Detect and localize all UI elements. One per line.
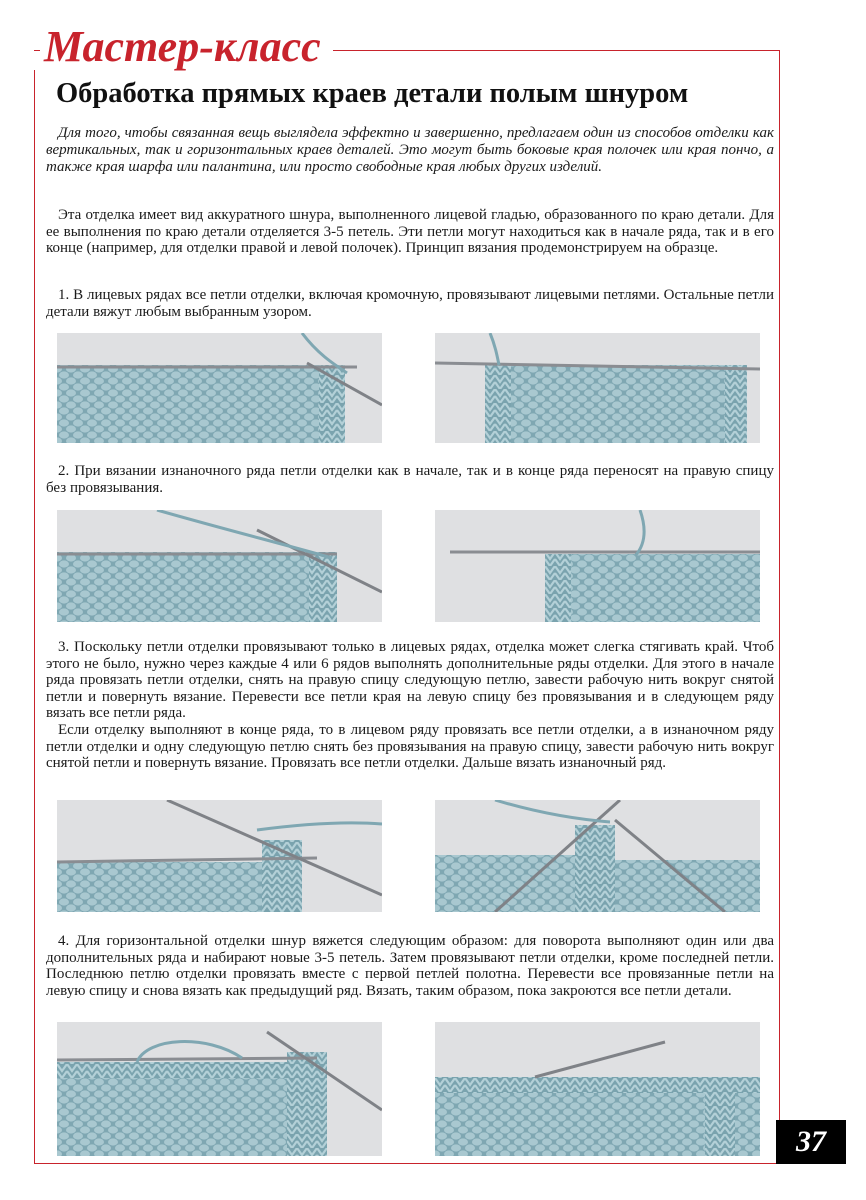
photo-step-2-right (435, 510, 760, 622)
photo-step-4-right (435, 1022, 760, 1156)
paragraph-step-3b: Если отделку выполняют в конце ряда, то в лицевом ряду провязать все петли отделки, а в изнаночном ряду петли отделки и одну следующую петлю снять без провязывания на правую спицу, завести рабочую нить вокруг снятой петли и повернуть вязание. Провязать все петли отделки. Дальше вязать изнаночный ряд. (46, 722, 774, 771)
photo-step-2-left (57, 510, 382, 622)
paragraph-step-2: 2. При вязании изнаночного ряда петли отделки как в начале, так и в конце ряда переносят на правую спицу без провязывания. (46, 463, 774, 496)
page-frame-left (34, 70, 35, 1164)
paragraph-step-1: 1. В лицевых рядах все петли отделки, включая кромочную, провязывают лицевыми петлями. Остальные петли детали вяжут любым выбранным узором. (46, 287, 774, 320)
photo-step-4-left (57, 1022, 382, 1156)
photo-step-1-left (57, 333, 382, 443)
intro-paragraph: Для того, чтобы связанная вещь выглядела эффектно и завершенно, предлагаем один из способов отделки как вертикальных, так и горизонтальных краев деталей. Это могут быть боковые края полочек или края пончо, а также края шарфа или палантина, или просто свободные края любых других изделий. (46, 125, 774, 175)
paragraph-step-4: 4. Для горизонтальной отделки шнур вяжется следующим образом: для поворота выполняют один или два дополнительных ряда и набирают новые 3-5 петель. Затем провязывают петли отделки, кроме последней петли. Последнюю петлю отделки провязать вместе с первой петлей полотна. Перевести все провязанные петли на левую спицу и снова вязать как предыдущий ряд. Вязать, таким образом, пока закроются все петли детали. (46, 933, 774, 999)
paragraph-step-3a: 3. Поскольку петли отделки провязывают только в лицевых рядах, отделка может слегка стягивать край. Чтоб этого не было, нужно через каждые 4 или 6 рядов выполнять дополнительные ряды отделки. Для этого в начале ряда провязать петли отделки, снять на правую спицу следующую петлю, завести рабочую нить вокруг снятой петли и повернуть вязание. Перевести все петли края на левую спицу без провязывания и в следующем ряду вязать все петли ряда. (46, 639, 774, 721)
paragraph-description: Эта отделка имеет вид аккуратного шнура, выполненного лицевой гладью, образованного по краю детали. Для ее выполнения по краю детали отделяется 3-5 петель. Эти петли могут находиться как в начале ряда, так и в его конце (например, для отделки правой и левой полочек). Принцип вязания продемонстрируем на образце. (46, 207, 774, 256)
photo-step-3-left (57, 800, 382, 912)
article-title: Обработка прямых краев детали полым шнуром (56, 78, 689, 109)
photo-step-1-right (435, 333, 760, 443)
page-number: 37 (776, 1120, 846, 1164)
section-header: Мастер-класс (40, 22, 333, 72)
photo-step-3-right (435, 800, 760, 912)
